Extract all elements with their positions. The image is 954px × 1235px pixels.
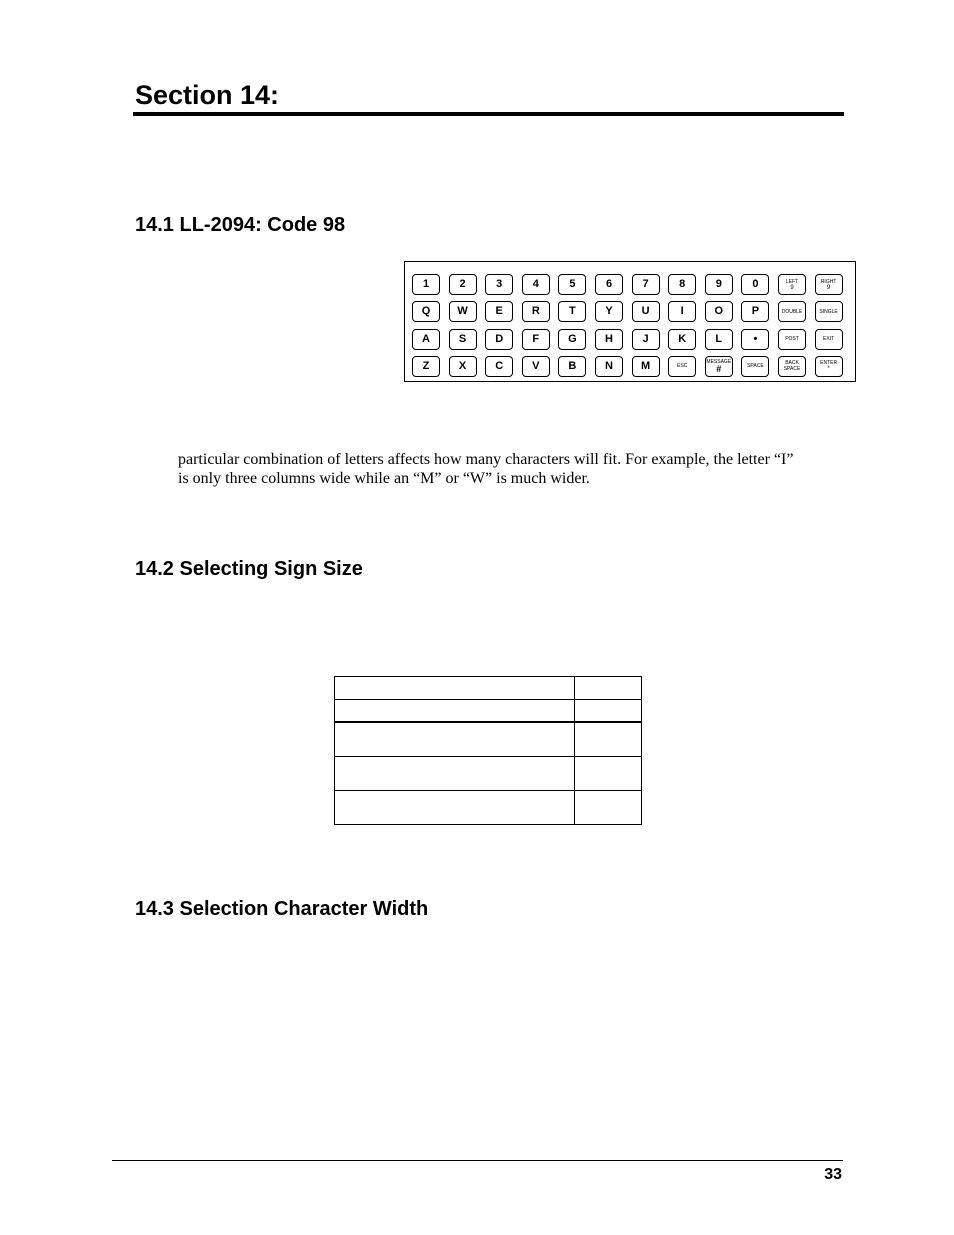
keypad-key (705, 274, 733, 295)
keypad-key-label: Q (421, 305, 431, 318)
keypad-key (778, 274, 806, 295)
keypad-key (449, 301, 477, 322)
keypad-key-label: SPACE (747, 363, 764, 370)
keypad-key-label: Y (605, 305, 613, 318)
keypad-key (632, 329, 660, 350)
heading-14-2: 14.2 Selecting Sign Size (135, 558, 363, 580)
keypad-key (632, 301, 660, 322)
table-row (335, 700, 642, 723)
keypad-illustration (404, 261, 856, 382)
title-rule (133, 112, 844, 116)
keypad-key-label: RIGHT (820, 278, 837, 285)
keypad-key-label: BACK SPACE (783, 360, 801, 373)
keypad-key-sublabel: * (827, 366, 830, 373)
sign-size-table (334, 676, 642, 825)
table-row (335, 677, 642, 700)
keypad-key-label: F (532, 332, 540, 345)
keypad-key-label: 9 (715, 278, 722, 290)
keypad-key-label: X (458, 359, 467, 372)
keypad-key (522, 274, 550, 295)
table-row (335, 722, 642, 757)
keypad-key (705, 301, 733, 322)
keypad-key (778, 356, 806, 377)
keypad-key-label: 3 (496, 278, 503, 290)
heading-14-1: 14.1 LL-2094: Code 98 (135, 214, 346, 236)
keypad-key-label: EXIT (823, 336, 835, 343)
keypad-key-label: 4 (532, 278, 539, 290)
keypad-key-label: ENTER (820, 360, 838, 367)
keypad-key-label: L (715, 332, 723, 345)
keypad-key (485, 356, 513, 377)
keypad-key (741, 301, 769, 322)
keypad-key (522, 301, 550, 322)
keypad-key-label: M (641, 359, 651, 372)
keypad-key-label: Z (422, 359, 430, 372)
keypad-key (522, 356, 550, 377)
paragraph-line-1: particular combination of letters affects how many characters will fit. For example, the letter “I” (178, 451, 794, 468)
keypad-key-label: 7 (642, 278, 649, 290)
keypad-key (449, 329, 477, 350)
keypad-key (778, 329, 806, 350)
keypad-key-label: W (457, 305, 468, 318)
keypad-key (558, 329, 586, 350)
keypad-key (632, 356, 660, 377)
keypad-key-label: LEFT (785, 278, 799, 285)
keypad-key-sublabel: # (716, 364, 722, 375)
keypad-key-label: 1 (422, 278, 430, 290)
keypad-key (412, 274, 440, 295)
paragraph-line-2: is only three columns wide while an “M” or “W” is much wider. (178, 470, 590, 487)
keypad-key-label: I (680, 305, 684, 318)
keypad-key (485, 329, 513, 350)
keypad-key (595, 274, 623, 295)
keypad-key-label: SINGLE (819, 308, 838, 315)
keypad-key (815, 356, 843, 377)
keypad-key (449, 356, 477, 377)
keypad-key-label: R (531, 305, 540, 318)
keypad-key (668, 301, 696, 322)
table-row (335, 757, 642, 791)
keypad-key (741, 356, 769, 377)
keypad-key-label: O (714, 305, 724, 318)
keypad-key (705, 329, 733, 350)
keypad-key (449, 274, 477, 295)
keypad-key (778, 301, 806, 322)
keypad-key-sublabel: 9 (790, 284, 794, 291)
keypad-key-label: D (495, 332, 504, 345)
page-number: 33 (824, 1166, 842, 1183)
footer-rule (112, 1160, 843, 1161)
section-title: Section 14: (135, 80, 280, 110)
keypad-key (485, 301, 513, 322)
keypad-key (815, 329, 843, 350)
heading-14-3: 14.3 Selection Character Width (135, 898, 429, 920)
keypad-key (595, 329, 623, 350)
keypad-key (558, 274, 586, 295)
keypad-key (485, 274, 513, 295)
keypad-key (595, 301, 623, 322)
keypad-key (741, 329, 769, 350)
keypad-key (668, 356, 696, 377)
keypad-key (705, 356, 733, 377)
keypad-key (595, 356, 623, 377)
keypad-key (522, 329, 550, 350)
keypad-key-label: J (642, 332, 649, 345)
keypad-key (668, 329, 696, 350)
keypad-key-label: MESSAGE (706, 359, 732, 366)
keypad-key (632, 274, 660, 295)
keypad-key (412, 301, 440, 322)
keypad-key-label: G (568, 332, 577, 345)
keypad-key-label: U (641, 305, 650, 318)
keypad-key-label: S (458, 332, 467, 345)
keypad-key-label: DOUBLE (781, 308, 803, 315)
keypad-key-label: POST (785, 336, 799, 343)
keypad-key (815, 274, 843, 295)
keypad-key-label: ESC (677, 363, 688, 370)
keypad-key (668, 274, 696, 295)
keypad-key-label: E (495, 305, 503, 318)
keypad-key-label: T (569, 305, 576, 318)
keypad-key-label: N (605, 359, 613, 372)
keypad-key-label: 0 (752, 278, 759, 290)
keypad-key-label: 6 (605, 278, 613, 290)
keypad-key-label: V (532, 359, 540, 372)
keypad-key-label: • (753, 332, 758, 345)
keypad-key-label: P (751, 305, 760, 318)
keypad-key-label: 5 (569, 278, 576, 290)
keypad-key-label: H (605, 332, 613, 345)
keypad-key (815, 301, 843, 322)
keypad-key-label: K (678, 332, 687, 345)
keypad-key (412, 356, 440, 377)
keypad-key-label: 8 (679, 278, 686, 290)
keypad-key (741, 274, 769, 295)
table-row (335, 791, 642, 825)
keypad-key-label: C (495, 359, 504, 372)
keypad-key-label: A (422, 332, 430, 345)
keypad-key-label: B (568, 359, 577, 372)
keypad-key (558, 301, 586, 322)
keypad-key-label: 2 (459, 278, 466, 290)
keypad-key-sublabel: 9 (826, 284, 831, 291)
body-paragraph (178, 450, 858, 488)
keypad-key (412, 329, 440, 350)
keypad-key (558, 356, 586, 377)
